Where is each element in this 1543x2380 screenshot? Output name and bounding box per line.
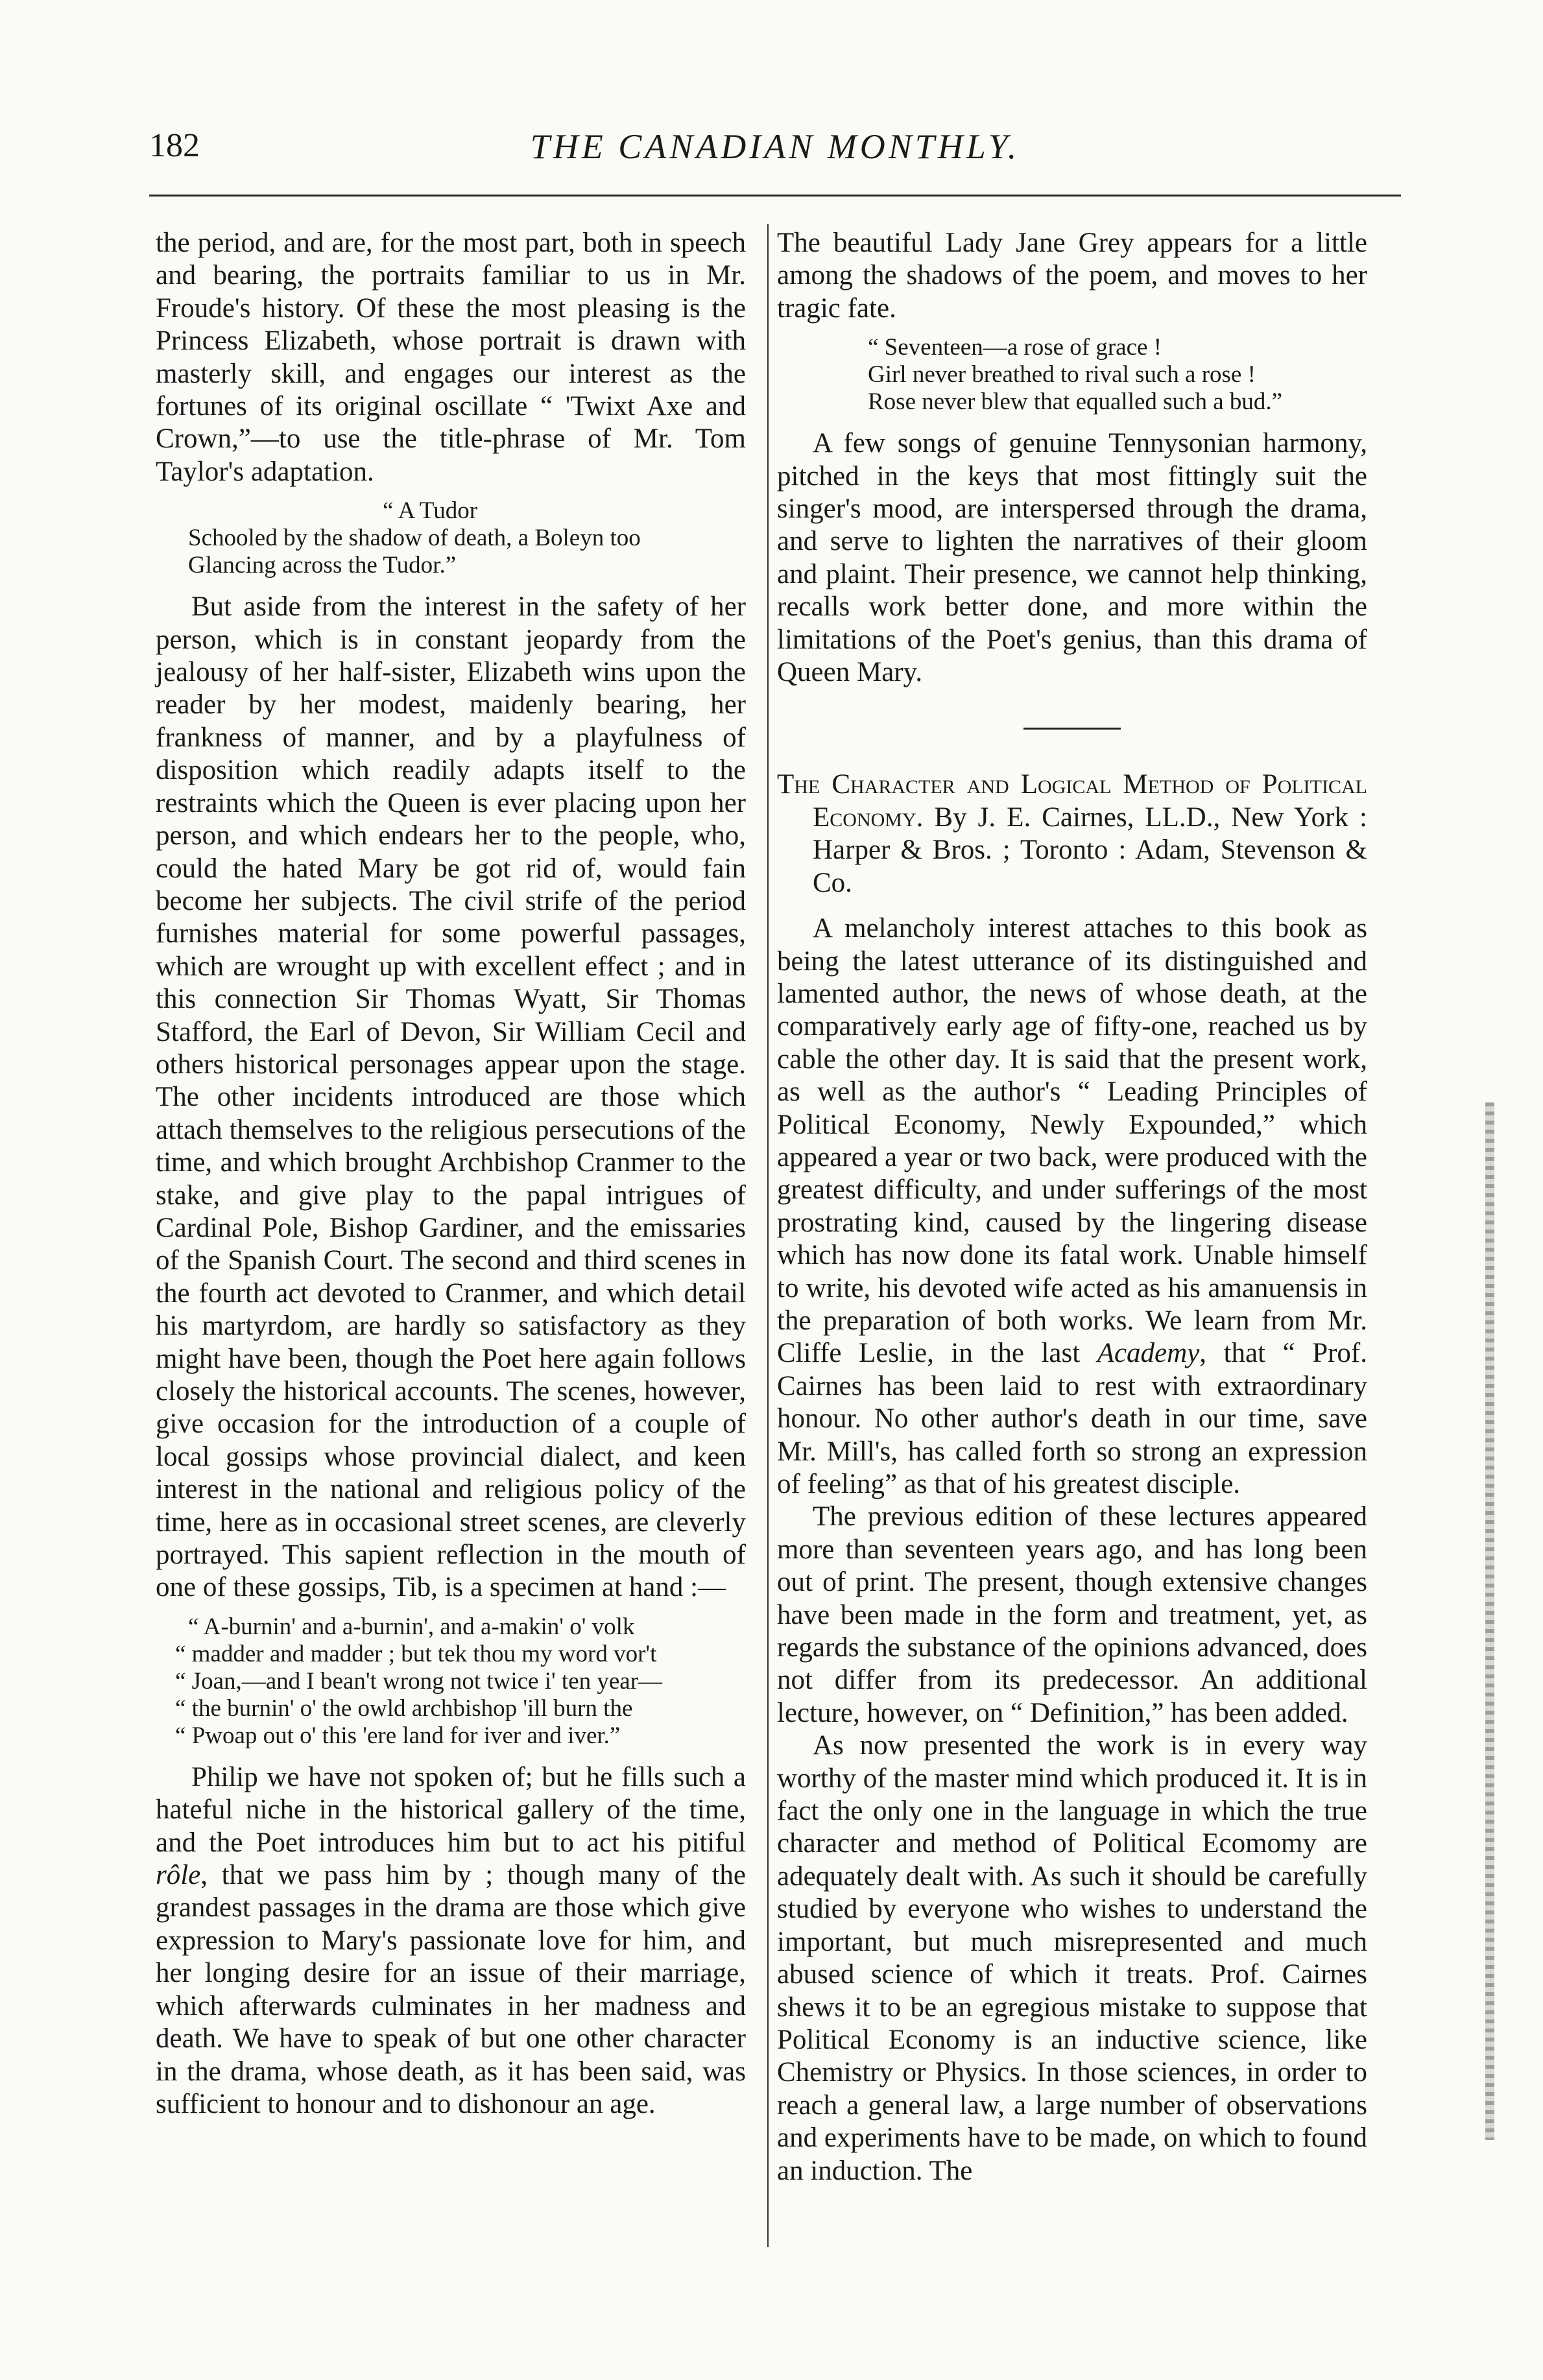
verse-line: “ A Tudor — [383, 497, 478, 525]
text-run: Philip we have not spoken of; but he fills such a hateful niche in the historical gallery of the time, and the Poet introduces him but to act his pitiful — [156, 1761, 746, 1858]
paragraph: As now presented the work is in every way worthy of the master mind which produced it. It is in fact the only one in the language in which the true character and method of Political Ecomomy are adequately dealt with. As such it should be carefully studied by everyone who wishes to understand the important, but much misrepresented and much abused science of which it treats. Prof. Cairnes shews it to be an egregious mistake to suppose that Political Economy is an inductive science, like Chemistry or Physics. In those sciences, in order to reach a general law, a large number of observations and experiments have to be made, on which to found an induction. The — [777, 1730, 1367, 2186]
review-bibliography: By J. E. Cairnes, LL.D., New York : Harper & Bros. ; Toronto : Adam, Stevenson & Co. — [813, 802, 1367, 898]
text-run: A melancholy interest attaches to this book as being the latest utterance of its distinguished and lamented author, the news of whose death, at the comparatively early age of fifty-one, reached us by cable the other day. It is said that the present work, as well as the author's “ Leading Principles of Political Economy, Newly Expounded,” which appeared a year or two back, were produced with the greatest difficulty, and under sufferings of the most prostrating kind, caused by the lingering disease which has now done its fatal work. Unable himself to write, his devoted wife acted as his amanuensis in the preparation of both works. We learn from Mr. Cliffe Leslie, in the last — [777, 913, 1367, 1369]
paragraph: But aside from the interest in the safety of her person, which is in constant jeopardy from the jealousy of her half-sister, Elizabeth wins upon the reader by her modest, maidenly bearing, her frankness of manner, and by a playfulness of disposition which readily adapts itself to the restraints which the Queen is ever placing upon her person, and which endears her to the people, who, could the hated Mary be got rid of, would fain become her subjects. The civil strife of the period furnishes material for some powerful passages, which are wrought up with excellent effect ; and in this connection Sir Thomas Wyatt, Sir Thomas Stafford, the Earl of Devon, Sir William Cecil and others historical personages appear upon the stage. The other incidents introduced are those which attach themselves to the religious persecutions of the time, and which brought Archbishop Cranmer to the stake, and give play to the papal intrigues of Cardinal Pole, Bishop Gardiner, and the emissaries of the Spanish Court. The second and third scenes in the fourth act devoted to Cranmer, and which detail his martyrdom, are hardly so satisfactory as they might have been, though the Poet here again follows closely the historical accounts. The scenes, however, give occasion for the introduction of a couple of local gossips whose provincial dialect, and keen interest in the national and religious policy of the time, here as in occasional street scenes, are cleverly portrayed. This sapient reflection in the mouth of one of these gossips, Tib, is a specimen at hand :— — [156, 591, 746, 1603]
verse-line: “ madder and madder ; but tek thou my word vor't — [175, 1640, 657, 1667]
left-column — [156, 227, 746, 2121]
verse-line: Glancing across the Tudor.” — [188, 552, 457, 579]
verse-line: Schooled by the shadow of death, a Boleyn too — [188, 525, 641, 552]
text-run: , that we pass him by ; though many of the grandest passages in the drama are those which give expression to Mary's passionate love for him, and her longing desire for an issue of their marriage, which afterwards culminates in her madness and death. We have to speak of but one other character in the drama, whose death, as it has been said, was sufficient to honour and to dishonour an age. — [156, 1860, 746, 2119]
binding-edge-mark — [1485, 1102, 1494, 2140]
verse-line: “ Seventeen—a rose of grace ! — [868, 334, 1162, 361]
italic-word: rôle — [156, 1860, 201, 1891]
verse-line: Rose never blew that equalled such a bud.” — [868, 388, 1283, 416]
review-heading — [777, 768, 1367, 899]
verse-quote — [156, 1613, 746, 1750]
verse-quote — [156, 497, 746, 579]
paragraph — [156, 1761, 746, 2121]
section-rule — [1023, 728, 1121, 730]
verse-quote — [777, 334, 1367, 416]
verse-line: “ A-burnin' and a-burnin', and a-makin' o' volk — [188, 1613, 635, 1640]
paragraph: A few songs of genuine Tennysonian harmony, pitched in the keys that most fittingly suit the singer's mood, are interspersed through the drama, and serve to lighten the narratives of their gloom and plaint. Their presence, we cannot help thinking, recalls work better done, and more within the limitations of the Poet's genius, than this drama of Queen Mary. — [777, 428, 1367, 688]
paragraph — [777, 912, 1367, 1501]
page-header — [149, 126, 1401, 178]
header-rule — [149, 195, 1401, 196]
verse-line: “ Joan,—and I bean't wrong not twice i' ten year— — [175, 1667, 663, 1695]
paragraph: The previous edition of these lectures appeared more than seventeen years ago, and has long been out of print. The present, though extensive changes have been made in the form and treatment, yet, as regards the substance of the opinions advanced, does not differ from its predecessor. An additional lecture, however, on “ Definition,” has been added. — [777, 1501, 1367, 1728]
text-run: , that “ Prof. Cairnes has been laid to rest with extraordinary honour. No other author's death in our time, save Mr. Mill's, has called forth so strong an expression of feeling” as that of his greatest disciple. — [777, 1338, 1367, 1499]
running-title: THE CANADIAN MONTHLY. — [530, 127, 1020, 166]
review-title: The Character and Logical Method of Political Economy. — [777, 769, 1367, 833]
italic-word: Academy — [1097, 1338, 1200, 1369]
page-number: 182 — [149, 127, 200, 164]
column-divider — [767, 224, 769, 2247]
verse-line: Girl never breathed to rival such a rose ! — [868, 361, 1256, 388]
right-column — [777, 227, 1367, 2187]
verse-line: “ the burnin' o' the owld archbishop 'ill burn the — [175, 1695, 633, 1722]
verse-line: “ Pwoap out o' this 'ere land for iver and iver.” — [175, 1722, 621, 1749]
paragraph: The beautiful Lady Jane Grey appears for a little among the shadows of the poem, and moves to her tragic fate. — [777, 228, 1367, 324]
paragraph: the period, and are, for the most part, both in speech and bearing, the portraits familiar to us in Mr. Froude's history. Of these the most pleasing is the Princess Elizabeth, whose portrait is drawn with masterly skill, and engages our interest as the fortunes of its original oscillate “ 'Twixt Axe and Crown,”—to use the title-phrase of Mr. Tom Taylor's adaptation. — [156, 228, 746, 487]
